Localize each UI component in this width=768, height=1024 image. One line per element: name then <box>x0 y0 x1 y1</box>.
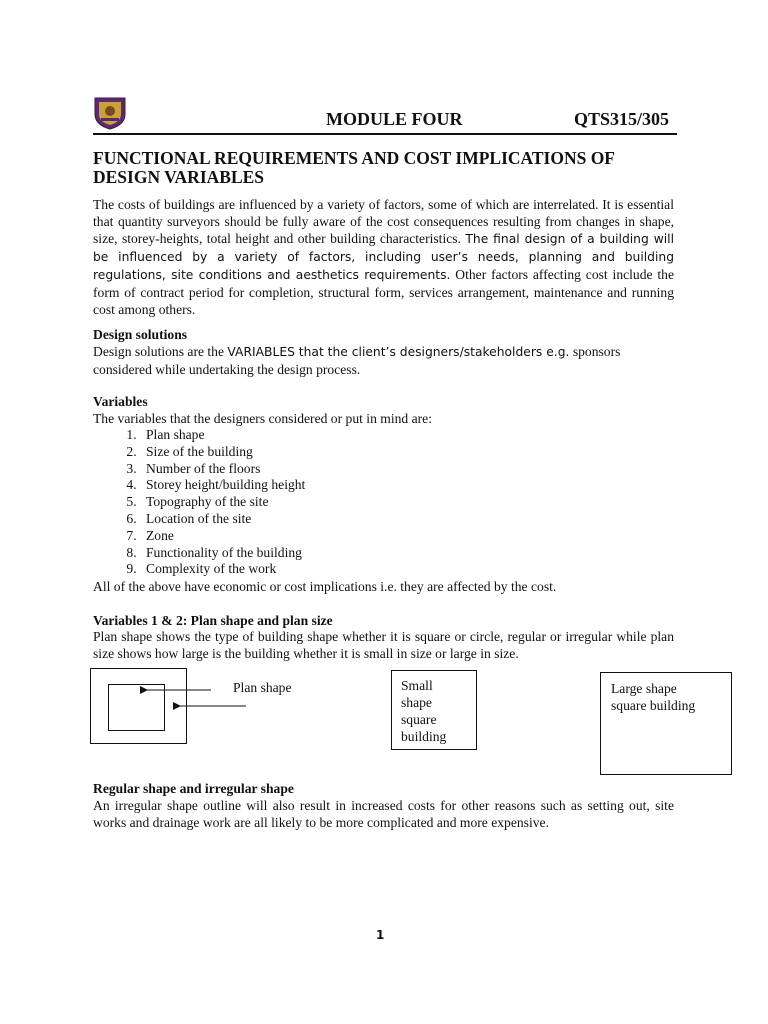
design-solutions-text-c: sponsors considered while undertaking the design process. <box>93 344 621 377</box>
variables-heading: Variables <box>93 394 148 409</box>
plan-section-heading: Variables 1 & 2: Plan shape and plan size <box>93 613 333 628</box>
intro-text-1: The costs of buildings are influenced by a variety of factors, some of which are interrelated. It is essential that quantity surveyors should be fully aware of the cost consequences resulting from changes in shape, size, storey-heights, total height and other building characteristics. <box>93 197 674 246</box>
large-shape-line: square building <box>611 698 696 713</box>
list-item: 6. Location of the site <box>140 511 305 528</box>
inner-plan-square <box>109 685 165 731</box>
plan-section-text: Plan shape shows the type of building shape whether it is square or circle, regular or irregular while plan size shows how large is the building whether it is small in size or large in size. <box>93 629 674 661</box>
small-shape-line: shape <box>401 695 432 710</box>
large-shape-box <box>600 672 732 775</box>
outer-plan-square <box>91 669 187 744</box>
plan-shape-label: Plan shape <box>233 680 292 695</box>
course-code: QTS315/305 <box>574 109 670 129</box>
intro-text-3: Other factors affecting cost include the form of contract period for completion, structural form, services arrangement, maintenance and running cost among others. <box>93 267 674 317</box>
page-number: 1 <box>376 928 385 942</box>
regular-section-text: An irregular shape outline will also result in increased costs for other reasons such as setting out, site works and drainage work are all likely to be more complicated and more expensive. <box>93 798 674 830</box>
small-shape-line: square <box>401 712 437 727</box>
design-solutions-text-a: Design solutions are the <box>93 344 228 359</box>
variables-intro: The variables that the designers considered or put in mind are: <box>93 411 432 426</box>
design-solutions-text-b: VARIABLES that the client’s designers/stakeholders e.g. <box>227 345 570 359</box>
large-shape-line: Large shape <box>611 681 677 696</box>
document-title: FUNCTIONAL REQUIREMENTS AND COST IMPLICATIONS OF DESIGN VARIABLES <box>93 148 615 187</box>
list-item: 8. Functionality of the building <box>140 545 305 562</box>
small-shape-box <box>391 670 477 750</box>
list-item: 2. Size of the building <box>140 444 305 461</box>
list-item: 7. Zone <box>140 528 305 545</box>
list-item: 5. Topography of the site <box>140 494 305 511</box>
list-item: 1. Plan shape <box>140 427 305 444</box>
variables-summary: All of the above have economic or cost implications i.e. they are affected by the cost. <box>93 579 557 594</box>
small-shape-line: Small <box>401 678 433 693</box>
design-solutions-heading: Design solutions <box>93 327 188 342</box>
module-title: MODULE FOUR <box>326 109 463 129</box>
regular-section-heading: Regular shape and irregular shape <box>93 781 294 796</box>
list-item: 3. Number of the floors <box>140 461 305 478</box>
intro-text-2: The final design of a building will be influenced by a variety of factors, including user’s needs, planning and building regulations, site conditions and aesthetics requirements. <box>93 232 675 282</box>
list-item: 9. Complexity of the work <box>140 561 305 578</box>
list-item: 4. Storey height/building height <box>140 477 305 494</box>
small-shape-line: building <box>401 729 447 744</box>
